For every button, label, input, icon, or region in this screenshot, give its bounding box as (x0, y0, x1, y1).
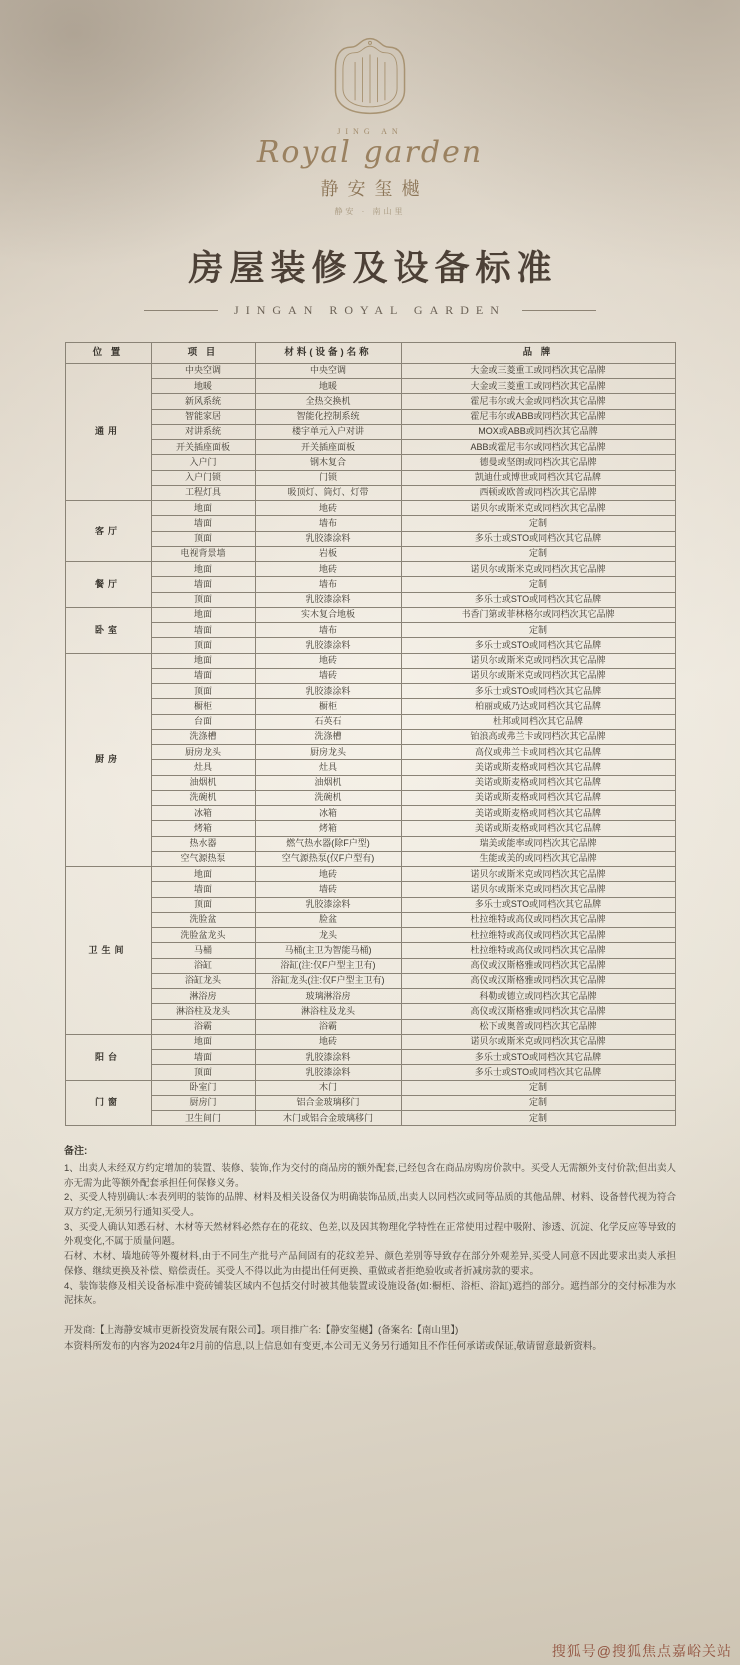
developer-line: 开发商:【上海静安城市更新投资发展有限公司】。项目推广名:【静安玺樾】(备案名:【南山里】) (64, 1325, 459, 1337)
table-row (65, 699, 675, 714)
table-row (65, 1034, 675, 1049)
material-cell: 玻璃淋浴房 (255, 989, 401, 1004)
table-row (65, 943, 675, 958)
table-row (65, 912, 675, 927)
item-cell: 智能家居 (151, 409, 255, 424)
brand-cell: 大金或三菱重工或同档次其它品牌 (401, 379, 675, 394)
material-cell: 浴缸(注:仅F户型主卫有) (255, 958, 401, 973)
material-cell: 油烟机 (255, 775, 401, 790)
note-item: 1、出卖人未经双方约定增加的装置、装修、装饰,作为交付的商品房的额外配套,已经包含在商品房购房价款中。买受人无需额外支付价款;但出卖人亦无需为此等额外配套承担任何保修义务。 (64, 1162, 676, 1189)
logo-script-name: Royal garden (256, 135, 484, 170)
item-cell: 洗涤槽 (151, 729, 255, 744)
col-header-item: 项 目 (151, 343, 255, 364)
table-row (65, 973, 675, 988)
table-row (65, 836, 675, 851)
table-row (65, 821, 675, 836)
table-row (65, 470, 675, 485)
item-cell: 顶面 (151, 592, 255, 607)
item-cell: 开关插座面板 (151, 440, 255, 455)
item-cell: 烤箱 (151, 821, 255, 836)
material-cell: 实木复合地板 (255, 607, 401, 622)
material-cell: 洗涤槽 (255, 729, 401, 744)
brand-cell: 诺贝尔或斯米克或同档次其它品牌 (401, 882, 675, 897)
brand-cell: 定制 (401, 516, 675, 531)
note-item: 3、买受人确认知悉石材、木材等天然材料必然存在的花纹、色差,以及因其物理化学特性在正常使用过程中吸附、渗透、沉淀、化学反应等导致的外观变化,不属于质量问题。 (64, 1221, 676, 1248)
location-cell: 餐厅 (65, 562, 151, 608)
material-cell: 洗碗机 (255, 790, 401, 805)
brand-cell: 霍尼韦尔或大金或同档次其它品牌 (401, 394, 675, 409)
material-cell: 墙布 (255, 577, 401, 592)
brand-cell: 生能或美的或同档次其它品牌 (401, 851, 675, 866)
material-cell: 龙头 (255, 928, 401, 943)
location-cell: 卫生间 (65, 867, 151, 1035)
item-cell: 地面 (151, 867, 255, 882)
material-cell: 吸顶灯、筒灯、灯带 (255, 485, 401, 500)
item-cell: 地面 (151, 501, 255, 516)
logo (50, 0, 690, 217)
brand-cell: 定制 (401, 546, 675, 561)
brand-cell: 高仪或弗兰卡或同档次其它品牌 (401, 745, 675, 760)
material-cell: 地砖 (255, 562, 401, 577)
table-row (65, 668, 675, 683)
location-cell: 厨房 (65, 653, 151, 867)
brand-cell: 美诺或斯麦格或同档次其它品牌 (401, 760, 675, 775)
location-cell: 阳台 (65, 1034, 151, 1080)
material-cell: 冰箱 (255, 806, 401, 821)
material-cell: 浴缸龙头(注:仅F户型主卫有) (255, 973, 401, 988)
brand-cell: MOX或ABB或同档次其它品牌 (401, 424, 675, 439)
note-item: 2、买受人特别确认:本表列明的装饰的品牌、材料及相关设备仅为明确装饰品质,出卖人以同档次或同等品质的其他品牌、材料、设备替代视为符合双方约定,无须另行通知买受人。 (64, 1192, 676, 1219)
brand-cell: 凯迪仕或博世或同档次其它品牌 (401, 470, 675, 485)
table-row (65, 1065, 675, 1080)
brand-cell: 诺贝尔或斯米克或同档次其它品牌 (401, 562, 675, 577)
brand-cell: 美诺或斯麦格或同档次其它品牌 (401, 821, 675, 836)
item-cell: 冰箱 (151, 806, 255, 821)
item-cell: 灶具 (151, 760, 255, 775)
material-cell: 门锁 (255, 470, 401, 485)
item-cell: 墙面 (151, 516, 255, 531)
brand-cell: 多乐士或STO或同档次其它品牌 (401, 897, 675, 912)
brand-cell: 铂浪高或弗兰卡或同档次其它品牌 (401, 729, 675, 744)
item-cell: 地面 (151, 1034, 255, 1049)
item-cell: 墙面 (151, 1050, 255, 1065)
material-cell: 地暖 (255, 379, 401, 394)
brand-cell: 科勒或德立或同档次其它品牌 (401, 989, 675, 1004)
material-cell: 烤箱 (255, 821, 401, 836)
item-cell: 地暖 (151, 379, 255, 394)
table-row (65, 440, 675, 455)
material-cell: 淋浴柱及龙头 (255, 1004, 401, 1019)
subtitle-line-right (522, 310, 596, 311)
item-cell: 对讲系统 (151, 424, 255, 439)
material-cell: 乳胶漆涂料 (255, 1050, 401, 1065)
item-cell: 卧室门 (151, 1080, 255, 1095)
item-cell: 淋浴房 (151, 989, 255, 1004)
table-row (65, 424, 675, 439)
brand-cell: 杜拉维特或高仪或同档次其它品牌 (401, 943, 675, 958)
material-cell: 乳胶漆涂料 (255, 638, 401, 653)
table-row (65, 592, 675, 607)
table-row (65, 363, 675, 378)
item-cell: 浴霸 (151, 1019, 255, 1034)
table-row (65, 1111, 675, 1126)
table-row (65, 394, 675, 409)
brand-cell: 多乐士或STO或同档次其它品牌 (401, 592, 675, 607)
table-row (65, 684, 675, 699)
item-cell: 马桶 (151, 943, 255, 958)
table-row (65, 1050, 675, 1065)
item-cell: 厨房门 (151, 1095, 255, 1110)
table-row (65, 745, 675, 760)
brand-cell: 定制 (401, 1111, 675, 1126)
brand-cell: 多乐士或STO或同档次其它品牌 (401, 1065, 675, 1080)
material-cell: 乳胶漆涂料 (255, 897, 401, 912)
brand-cell: 诺贝尔或斯米克或同档次其它品牌 (401, 501, 675, 516)
item-cell: 卫生间门 (151, 1111, 255, 1126)
material-cell: 橱柜 (255, 699, 401, 714)
table-row (65, 379, 675, 394)
table-row (65, 851, 675, 866)
brand-cell: 西顿或欧普或同档次其它品牌 (401, 485, 675, 500)
material-cell: 燃气热水器(除F户型) (255, 836, 401, 851)
material-cell: 地砖 (255, 653, 401, 668)
brand-cell: 松下或奥普或同档次其它品牌 (401, 1019, 675, 1034)
item-cell: 顶面 (151, 638, 255, 653)
table-row (65, 1019, 675, 1034)
notes-section (64, 1144, 676, 1309)
location-cell: 门窗 (65, 1080, 151, 1126)
table-row (65, 867, 675, 882)
note-item: 4、装饰装修及相关设备标准中瓷砖铺装区域内不包括交付时被其他装置或设施设备(如:橱柜、浴柜、浴缸)遮挡的部分。遮挡部分的交付标准为水泥抹灰。 (64, 1280, 676, 1307)
logo-cn-name: 静安玺樾 (320, 179, 429, 199)
logo-jing-an-text: JING AN (337, 127, 403, 136)
brand-cell: 诺贝尔或斯米克或同档次其它品牌 (401, 653, 675, 668)
table-row (65, 714, 675, 729)
material-cell: 乳胶漆涂料 (255, 531, 401, 546)
item-cell: 橱柜 (151, 699, 255, 714)
table-row (65, 775, 675, 790)
table-row (65, 958, 675, 973)
notes-title: 备注: (64, 1146, 88, 1158)
table-row (65, 531, 675, 546)
item-cell: 洗脸盆 (151, 912, 255, 927)
item-cell: 顶面 (151, 897, 255, 912)
location-cell: 卧室 (65, 607, 151, 653)
watermark: 搜狐号@搜狐焦点嘉峪关站 (551, 1643, 732, 1659)
material-cell: 木门 (255, 1080, 401, 1095)
brand-cell: 杜拉维特或高仪或同档次其它品牌 (401, 928, 675, 943)
material-cell: 楼宇单元入户对讲 (255, 424, 401, 439)
col-header-material: 材料(设备)名称 (255, 343, 401, 364)
brand-cell: 多乐士或STO或同档次其它品牌 (401, 684, 675, 699)
material-cell: 开关插座面板 (255, 440, 401, 455)
material-cell: 地砖 (255, 1034, 401, 1049)
material-cell: 中央空调 (255, 363, 401, 378)
table-row (65, 1004, 675, 1019)
brand-cell: 高仪或汉斯格雅或同档次其它品牌 (401, 1004, 675, 1019)
col-header-brand: 品 牌 (401, 343, 675, 364)
brand-cell: 高仪或汉斯格雅或同档次其它品牌 (401, 958, 675, 973)
brand-cell: 霍尼韦尔或ABB或同档次其它品牌 (401, 409, 675, 424)
brand-cell: 柏丽或威乃达或同档次其它品牌 (401, 699, 675, 714)
table-row (65, 501, 675, 516)
item-cell: 工程灯具 (151, 485, 255, 500)
item-cell: 入户门 (151, 455, 255, 470)
brand-cell: 书香门第或菲林格尔或同档次其它品牌 (401, 607, 675, 622)
page-title: 房屋装修及设备标准 (188, 249, 558, 288)
table-row (65, 1080, 675, 1095)
material-cell: 脸盆 (255, 912, 401, 927)
subtitle-line-left (144, 310, 218, 311)
table-row (65, 562, 675, 577)
item-cell: 新风系统 (151, 394, 255, 409)
item-cell: 墙面 (151, 882, 255, 897)
material-cell: 钢木复合 (255, 455, 401, 470)
spec-table-body (65, 363, 675, 1126)
material-cell: 乳胶漆涂料 (255, 1065, 401, 1080)
item-cell: 淋浴柱及龙头 (151, 1004, 255, 1019)
table-row (65, 546, 675, 561)
table-row (65, 623, 675, 638)
brand-cell: 诺贝尔或斯米克或同档次其它品牌 (401, 668, 675, 683)
table-row (65, 455, 675, 470)
material-cell: 木门或铝合金玻璃移门 (255, 1111, 401, 1126)
page-subtitle: JINGAN ROYAL GARDEN (234, 303, 506, 317)
notes-list (64, 1162, 676, 1309)
item-cell: 洗碗机 (151, 790, 255, 805)
item-cell: 地面 (151, 607, 255, 622)
table-row (65, 790, 675, 805)
brand-cell: 德曼或坚朗或同档次其它品牌 (401, 455, 675, 470)
table-row (65, 928, 675, 943)
table-row (65, 882, 675, 897)
item-cell: 顶面 (151, 531, 255, 546)
brand-cell: ABB或霍尼韦尔或同档次其它品牌 (401, 440, 675, 455)
item-cell: 电视背景墙 (151, 546, 255, 561)
material-cell: 乳胶漆涂料 (255, 592, 401, 607)
table-row (65, 897, 675, 912)
table-header-row (65, 343, 675, 364)
logo-tagline: 静安 · 南山里 (334, 207, 406, 216)
col-header-location: 位 置 (65, 343, 151, 364)
item-cell: 顶面 (151, 684, 255, 699)
material-cell: 乳胶漆涂料 (255, 684, 401, 699)
item-cell: 浴缸 (151, 958, 255, 973)
item-cell: 油烟机 (151, 775, 255, 790)
brand-cell: 定制 (401, 577, 675, 592)
table-row (65, 409, 675, 424)
brand-cell: 大金或三菱重工或同档次其它品牌 (401, 363, 675, 378)
brand-cell: 瑞美或能率或同档次其它品牌 (401, 836, 675, 851)
note-item: 石材、木材、墙地砖等外覆材料,由于不同生产批号产品间固有的花纹差异、颜色差别等导致存在部分外观差异,买受人同意不因此要求出卖人承担保修、继续更换及补偿、赔偿责任。买受人不得以此为由提出任何更换、重做或者拒绝验收或者折减房款的要求。 (64, 1251, 676, 1277)
table-row (65, 577, 675, 592)
item-cell: 墙面 (151, 623, 255, 638)
brand-cell: 多乐士或STO或同档次其它品牌 (401, 1050, 675, 1065)
item-cell: 浴缸龙头 (151, 973, 255, 988)
item-cell: 顶面 (151, 1065, 255, 1080)
item-cell: 台面 (151, 714, 255, 729)
material-cell: 厨房龙头 (255, 745, 401, 760)
footer-section (64, 1323, 676, 1355)
material-cell: 墙布 (255, 516, 401, 531)
table-row (65, 485, 675, 500)
brand-cell: 美诺或斯麦格或同档次其它品牌 (401, 775, 675, 790)
disclaimer-line: 本资料所发布的内容为2024年2月前的信息,以上信息如有变更,本公司无义务另行通知且不作任何承诺或保证,敬请留意最新资料。 (64, 1341, 602, 1353)
item-cell: 地面 (151, 562, 255, 577)
table-row (65, 653, 675, 668)
royal-garden-emblem-icon (322, 34, 418, 118)
brand-cell: 诺贝尔或斯米克或同档次其它品牌 (401, 867, 675, 882)
material-cell: 全热交换机 (255, 394, 401, 409)
brand-cell: 美诺或斯麦格或同档次其它品牌 (401, 806, 675, 821)
table-row (65, 516, 675, 531)
material-cell: 灶具 (255, 760, 401, 775)
material-cell: 浴霸 (255, 1019, 401, 1034)
material-cell: 空气源热泵(仅F户型有) (255, 851, 401, 866)
table-row (65, 729, 675, 744)
brand-cell: 多乐士或STO或同档次其它品牌 (401, 638, 675, 653)
material-cell: 石英石 (255, 714, 401, 729)
brand-cell: 美诺或斯麦格或同档次其它品牌 (401, 790, 675, 805)
item-cell: 中央空调 (151, 363, 255, 378)
brand-cell: 定制 (401, 1095, 675, 1110)
item-cell: 热水器 (151, 836, 255, 851)
location-cell: 通用 (65, 363, 151, 500)
table-row (65, 1095, 675, 1110)
table-row (65, 760, 675, 775)
item-cell: 入户门锁 (151, 470, 255, 485)
title-block (50, 241, 690, 318)
item-cell: 洗脸盆龙头 (151, 928, 255, 943)
item-cell: 地面 (151, 653, 255, 668)
brand-cell: 高仪或汉斯格雅或同档次其它品牌 (401, 973, 675, 988)
material-cell: 智能化控制系统 (255, 409, 401, 424)
material-cell: 墙砖 (255, 668, 401, 683)
table-row (65, 638, 675, 653)
brand-cell: 杜拉维特或高仪或同档次其它品牌 (401, 912, 675, 927)
material-cell: 地砖 (255, 867, 401, 882)
item-cell: 厨房龙头 (151, 745, 255, 760)
brand-cell: 杜邦或同档次其它品牌 (401, 714, 675, 729)
material-cell: 岩板 (255, 546, 401, 561)
material-cell: 墙砖 (255, 882, 401, 897)
brand-cell: 多乐士或STO或同档次其它品牌 (401, 531, 675, 546)
spec-table (65, 342, 676, 1126)
table-row (65, 607, 675, 622)
brand-cell: 定制 (401, 623, 675, 638)
item-cell: 空气源热泵 (151, 851, 255, 866)
location-cell: 客厅 (65, 501, 151, 562)
table-row (65, 989, 675, 1004)
table-row (65, 806, 675, 821)
brand-cell: 诺贝尔或斯米克或同档次其它品牌 (401, 1034, 675, 1049)
item-cell: 墙面 (151, 577, 255, 592)
brand-cell: 定制 (401, 1080, 675, 1095)
material-cell: 地砖 (255, 501, 401, 516)
material-cell: 铝合金玻璃移门 (255, 1095, 401, 1110)
item-cell: 墙面 (151, 668, 255, 683)
material-cell: 马桶(主卫为智能马桶) (255, 943, 401, 958)
material-cell: 墙布 (255, 623, 401, 638)
